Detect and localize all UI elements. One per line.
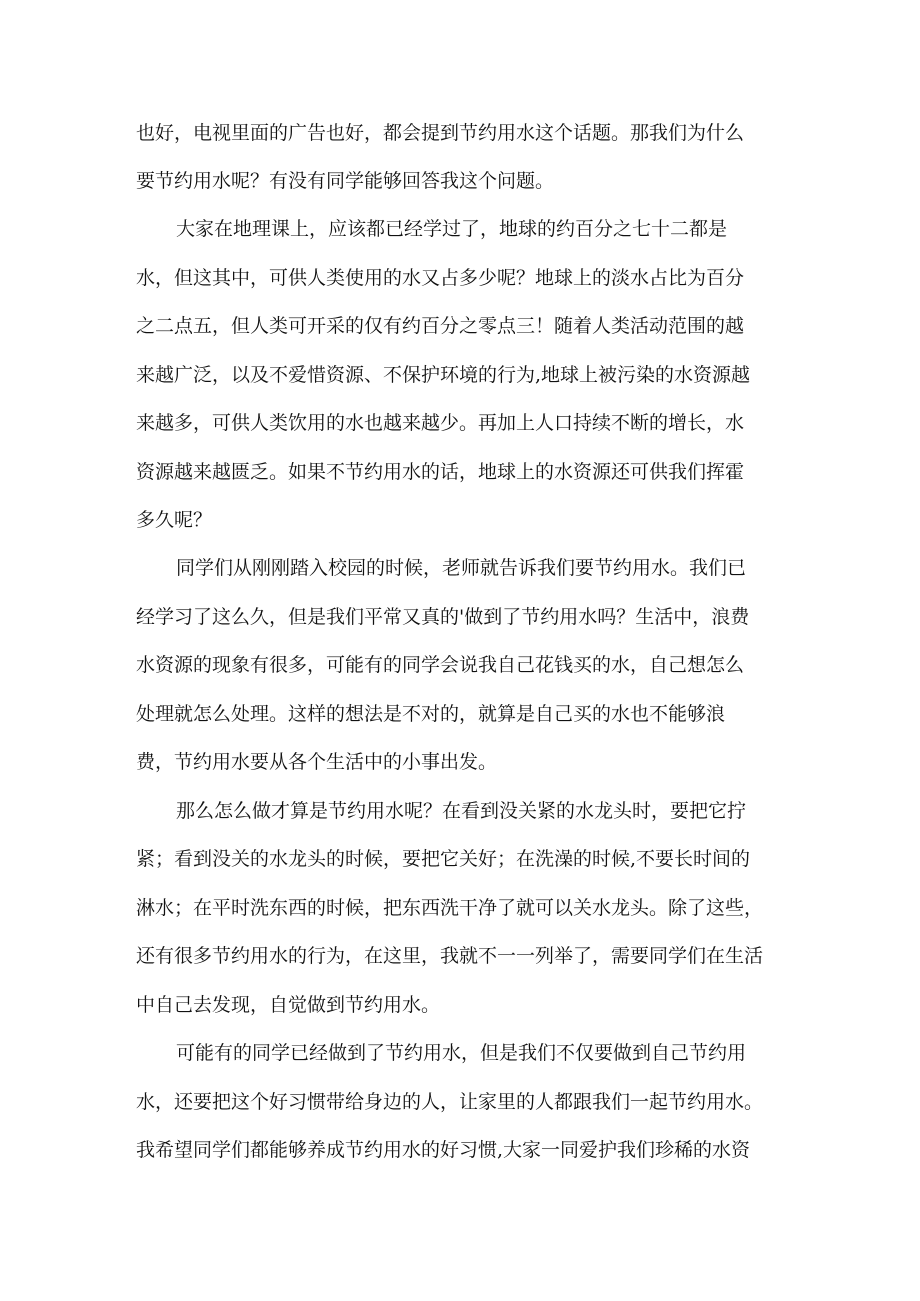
p2-line-3: 处理就怎么处理。这样的想法是不对的，就算是自己买的水也不能够浪: [136, 703, 726, 725]
p1-line-2: 之二点五，但人类可开采的仅有约百分之零点三！随着人类活动范围的越: [136, 315, 745, 337]
p1-line-4: 来越多，可供人类饮用的水也越来越少。再加上人口持续不断的增长，水: [136, 412, 745, 434]
p0-line-0: 也好，电视里面的广告也好，都会提到节约用水这个话题。那我们为什么: [136, 122, 745, 144]
p2-line-1: 经学习了这么久，但是我们平常又真的'做到了节约用水吗？生活中，浪费: [136, 606, 750, 628]
p3-line-4: 中自己去发现，自觉做到节约用水。: [136, 994, 441, 1016]
p2-line-2: 水资源的现象有很多，可能有的同学会说我自己花钱买的水，自己想怎么: [136, 654, 745, 676]
p3-line-0: 那么怎么做才算是节约用水呢？在看到没关紧的水龙头时，要把它拧: [176, 800, 747, 822]
p4-line-1: 水，还要把这个好习惯带给身边的人，让家里的人都跟我们一起节约用水。: [136, 1091, 764, 1113]
p1-line-1: 水，但这其中，可供人类使用的水又占多少呢？地球上的淡水占比为百分: [136, 267, 745, 289]
p1-line-0: 大家在地理课上，应该都已经学过了，地球的约百分之七十二都是: [176, 218, 728, 240]
p3-line-3: 还有很多节约用水的行为，在这里，我就不一一列举了，需要同学们在生活: [136, 945, 764, 967]
p3-line-1: 紧；看到没关的水龙头的时候，要把它关好；在洗澡的时候,不要长时间的: [136, 848, 751, 870]
p1-line-6: 多久呢？: [136, 509, 213, 531]
p1-line-3: 来越广泛，以及不爱惜资源、不保护环境的行为,地球上被污染的水资源越: [136, 364, 751, 386]
p4-line-0: 可能有的同学已经做到了节约用水，但是我们不仅要做到自己节约用: [176, 1042, 747, 1064]
p1-line-5: 资源越来越匮乏。如果不节约用水的话，地球上的水资源还可供我们挥霍: [136, 461, 745, 483]
p2-line-0: 同学们从刚刚踏入校园的时候，老师就告诉我们要节约用水。我们已: [176, 557, 747, 579]
p4-line-2: 我希望同学们都能够养成节约用水的好习惯,大家一同爱护我们珍稀的水资: [136, 1139, 751, 1161]
p0-line-1: 要节约用水呢？有没有同学能够回答我这个问题。: [136, 170, 555, 192]
p2-line-4: 费，节约用水要从各个生活中的小事出发。: [136, 751, 498, 773]
p3-line-2: 淋水；在平时洗东西的时候，把东西洗干净了就可以关水龙头。除了这些，: [136, 897, 764, 919]
